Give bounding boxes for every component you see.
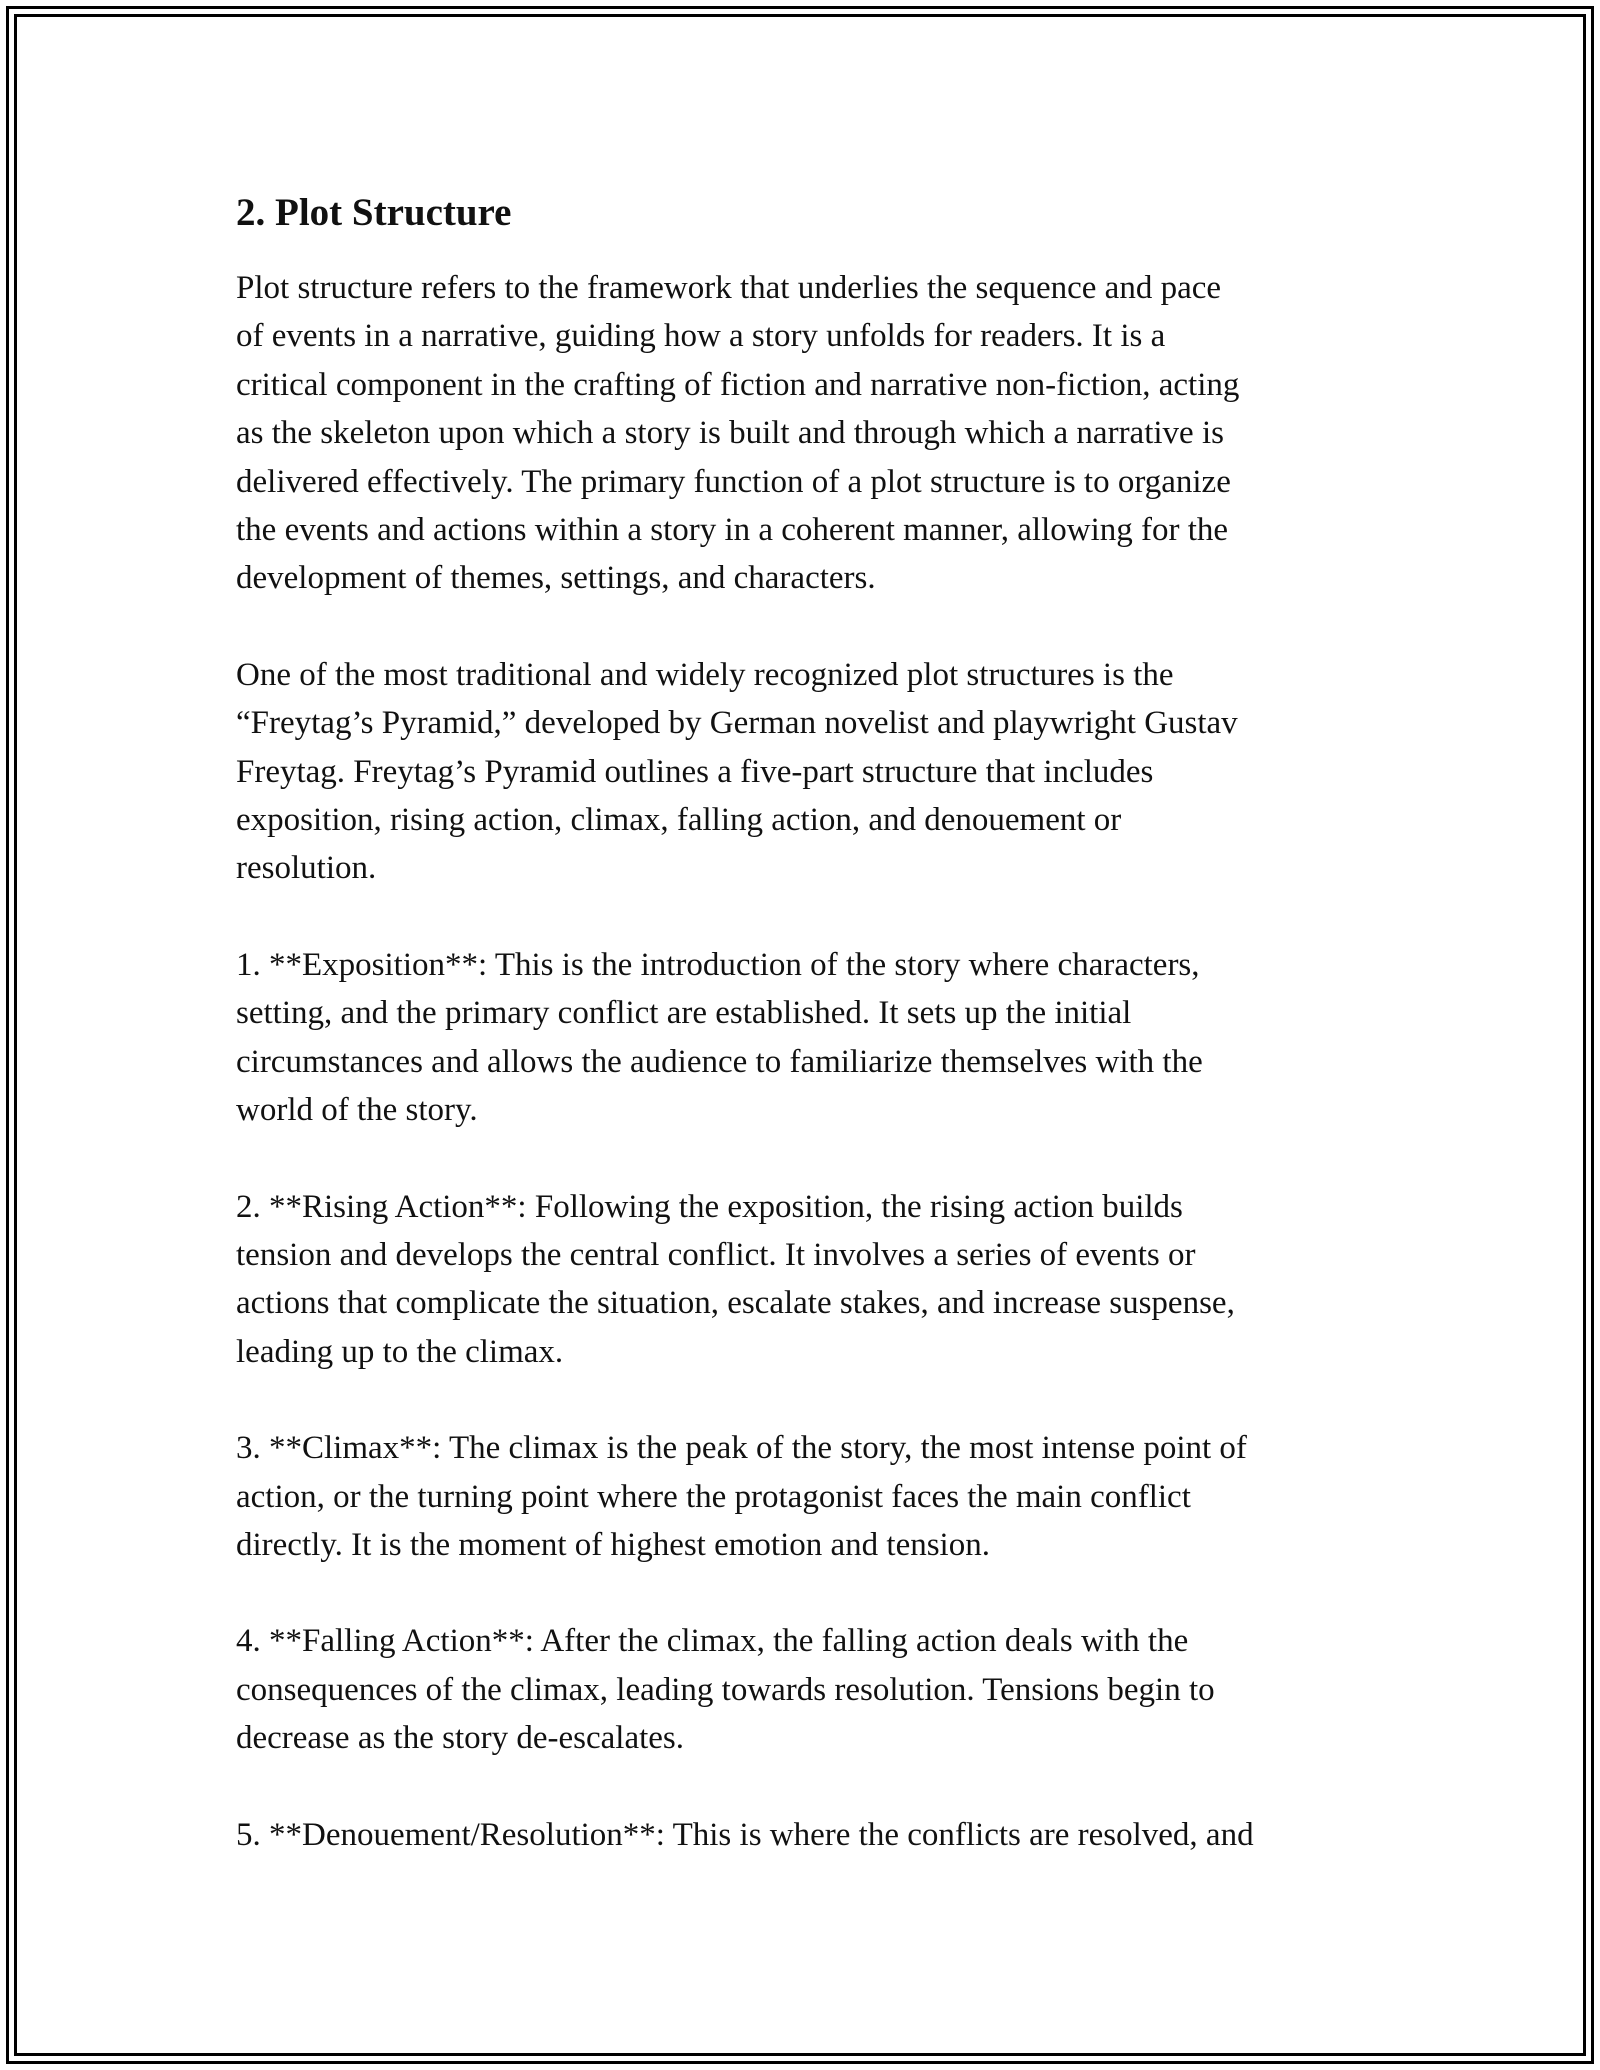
paragraph-intro: Plot structure refers to the framework that underlies the sequence and pace of events in a narrative, guiding how a story unfolds for readers. It is a critical component in the crafting of fiction and narrative non-fiction, acting as the skeleton upon which a story is built and through which a narrative is delivered effectively. The primary function of a plot structure is to organize the events and actions within a story in a coherent manner, allowing for the development of themes, settings, and characters. [236, 270, 1240, 597]
paragraph-falling-action: 4. **Falling Action**: After the climax, the falling action deals with the consequences of the climax, leading towards resolution. Tensions begin to decrease as the story de-escalates. [236, 1623, 1215, 1757]
section-heading: 2. Plot Structure [236, 191, 512, 234]
paragraph-exposition: 1. **Exposition**: This is the introduction of the story where characters, setting, and the primary conflict are established. It sets up the initial circumstances and allows the audience to familiarize themselves with the world of the story. [236, 946, 1203, 1129]
paragraph-climax: 3. **Climax**: The climax is the peak of the story, the most intense point of action, or the turning point where the protagonist faces the main conflict directly. It is the moment of highest emotion and tension. [236, 1430, 1247, 1563]
paragraph-rising-action: 2. **Rising Action**: Following the exposition, the rising action builds tension and develops the central conflict. It involves a series of events or actions that complicate the situation, escalate stakes, and increase suspense, leading up to the climax. [236, 1188, 1235, 1370]
document-body [236, 186, 1376, 1907]
paragraph-freytag: One of the most traditional and widely recognized plot structures is the “Freytag’s Pyramid,” developed by German novelist and playwright Gustav Freytag. Freytag’s Pyramid outlines a five-part structure that includes exposition, rising action, climax, falling action, and denouement or resolution. [236, 656, 1238, 887]
paragraph-denouement: 5. **Denouement/Resolution**: This is where the conflicts are resolved, and [236, 1816, 1254, 1853]
